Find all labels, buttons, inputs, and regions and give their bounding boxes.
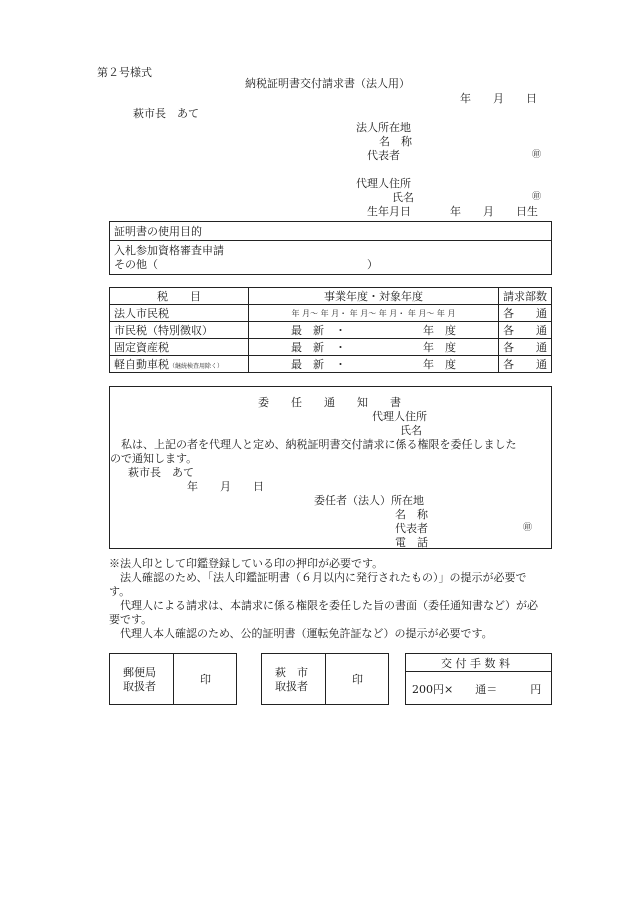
city-seal-field: 印 xyxy=(352,673,363,686)
header-copies: 請求部数 xyxy=(499,288,552,305)
note-line: 法人確認のため、「法人印鑑証明書（６月以内に発行されたもの）」の提示が必要で xyxy=(109,571,527,584)
corp-rep-label: 代表者 xyxy=(367,149,400,162)
corp-address-label: 法人所在地 xyxy=(356,121,411,134)
page-title: 納税証明書交付請求書（法人用） xyxy=(245,77,410,90)
post-office-box xyxy=(109,653,237,705)
delegator-rep-label: 代表者 xyxy=(395,522,428,535)
corp-name-label: 名 称 xyxy=(379,135,412,148)
note-line: ※法人印として印鑑登録している印の押印が必要です。 xyxy=(109,557,384,570)
note-line: 代理人本人確認のため、公的証明書（運転免許証など）の提示が必要です。 xyxy=(109,627,493,640)
delegation-agent-address-label: 代理人住所 xyxy=(372,410,427,423)
city-box xyxy=(261,653,389,705)
note-line: 要です。 xyxy=(109,613,153,626)
agent-seal-mark: ㊞ xyxy=(532,192,542,202)
tax-name-note: （継続検査用除く） xyxy=(169,363,224,370)
header-tax-item: 税 目 xyxy=(110,288,249,305)
note-line: す。 xyxy=(109,585,131,598)
delegation-box xyxy=(109,386,552,549)
tax-table xyxy=(109,287,552,373)
agent-dob-value: 年 月 日生 xyxy=(450,205,538,218)
table-row xyxy=(110,305,552,322)
post-handler-label: 取扱者 xyxy=(123,680,156,693)
tax-copies: 各 通 xyxy=(499,305,552,322)
tax-period: 最 新 ・ 年 度 xyxy=(249,339,499,356)
delegation-date: 年 月 日 xyxy=(187,480,264,493)
city-handler-label: 取扱者 xyxy=(275,680,308,693)
tax-name: 法人市民税 xyxy=(110,305,249,322)
tax-period: 最 新 ・ 年 度 xyxy=(249,322,499,339)
post-seal-field: 印 xyxy=(200,673,211,686)
agent-dob-label: 生年月日 xyxy=(367,205,411,218)
delegator-seal-mark: ㊞ xyxy=(523,523,533,533)
addressee: 萩市長 あて xyxy=(133,107,199,120)
tax-name: 軽自動車税（継続検査用除く） xyxy=(110,356,249,373)
purpose-box xyxy=(109,221,552,275)
header-period: 事業年度・対象年度 xyxy=(249,288,499,305)
city-label: 萩 市 xyxy=(275,666,308,679)
tax-period: 年 月～ 年 月・ 年 月～ 年 月・ 年 月～ 年 月 xyxy=(249,305,499,322)
purpose-option-other: その他（ ） xyxy=(114,258,378,271)
tax-period: 最 新 ・ 年 度 xyxy=(249,356,499,373)
purpose-option-bid: 入札参加資格審査申請 xyxy=(114,244,224,257)
table-row xyxy=(110,339,552,356)
fee-box xyxy=(405,653,552,705)
delegator-address-label: 委任者（法人）所在地 xyxy=(314,494,424,507)
tax-copies: 各 通 xyxy=(499,339,552,356)
tax-copies: 各 通 xyxy=(499,356,552,373)
request-date: 年 月 日 xyxy=(460,92,537,105)
table-row xyxy=(110,356,552,373)
delegation-title: 委 任 通 知 書 xyxy=(258,396,401,409)
table-row xyxy=(110,322,552,339)
corp-seal-mark: ㊞ xyxy=(532,150,542,160)
note-line: 代理人による請求は、本請求に係る権限を委任した旨の書面（委任通知書など）が必 xyxy=(109,599,538,612)
tax-name: 市民税（特別徴収） xyxy=(110,322,249,339)
tax-name: 固定資産税 xyxy=(110,339,249,356)
delegation-body-1: 私は、上記の者を代理人と定め、納税証明書交付請求に係る権限を委任しました xyxy=(110,438,517,451)
delegation-body-2: ので通知します。 xyxy=(110,452,198,465)
purpose-label: 証明書の使用目的 xyxy=(114,225,202,238)
agent-name-label: 氏名 xyxy=(392,191,414,204)
tax-copies: 各 通 xyxy=(499,322,552,339)
delegator-phone-label: 電 話 xyxy=(395,536,428,549)
agent-address-label: 代理人住所 xyxy=(356,177,411,190)
delegator-name-label: 名 称 xyxy=(395,508,428,521)
fee-title: 交 付 手 数 料 xyxy=(441,657,510,670)
delegation-addressee: 萩市長 あて xyxy=(128,466,194,479)
delegation-agent-name-label: 氏名 xyxy=(400,424,422,437)
fee-line: 200円× 通＝ 円 xyxy=(412,683,542,696)
form-number: 第２号様式 xyxy=(97,66,152,79)
post-office-label: 郵便局 xyxy=(123,666,156,679)
